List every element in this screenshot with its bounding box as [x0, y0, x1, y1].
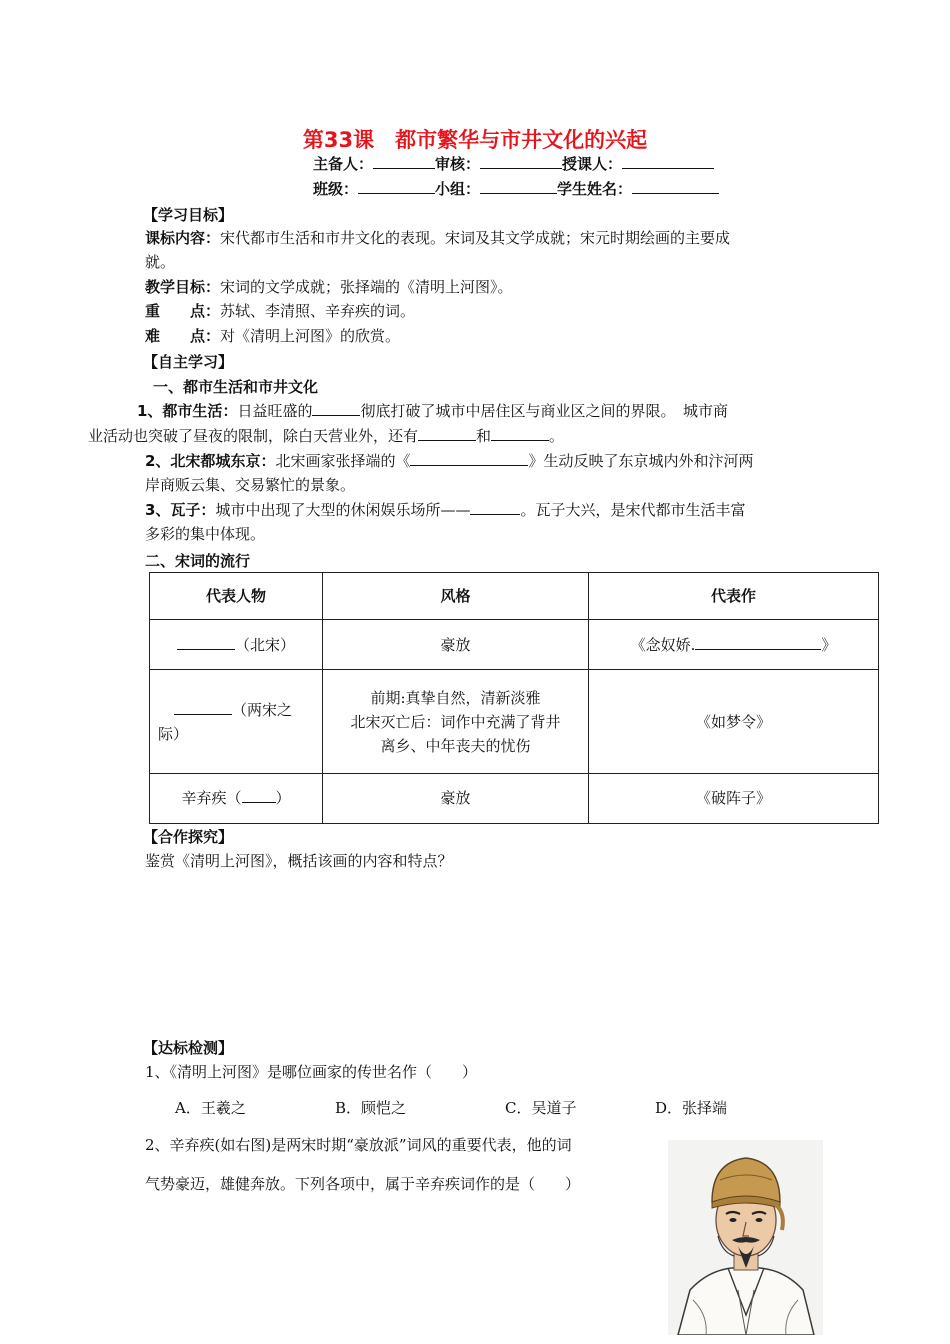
- item-3-line-2: 多彩的集中体现。: [145, 525, 266, 543]
- row1-work: [589, 620, 879, 670]
- key-point-label: 重 点：: [145, 302, 221, 320]
- row1-person-text: （北宋）: [234, 635, 295, 654]
- item-1-text-b: 彻底打破了城市中居住区与商业区之间的界限。 城市商: [360, 402, 728, 420]
- item-1-blank-1[interactable]: [312, 400, 360, 416]
- xin-qiji-portrait-image: [668, 1140, 823, 1335]
- difficult-point-label: 难 点：: [145, 327, 221, 345]
- header-line-1: [313, 153, 714, 174]
- student-label: 学生姓名：: [557, 180, 633, 198]
- difficult-point-text: 对《清明上河图》的欣赏。: [220, 327, 401, 345]
- header-representative: 代表人物: [150, 573, 323, 620]
- row3-style: 豪放: [323, 773, 589, 823]
- teaching-line: [145, 275, 513, 299]
- item-1-line-1: [137, 399, 728, 423]
- curriculum-label: 课标内容：: [145, 229, 221, 247]
- lecturer-label: 授课人：: [562, 155, 623, 173]
- row3-person-close: ）: [275, 789, 291, 808]
- lecturer-blank[interactable]: [622, 153, 714, 169]
- item-2-blank[interactable]: [410, 450, 528, 466]
- section-2-heading: 二、宋词的流行: [145, 552, 251, 570]
- key-point-line: [145, 299, 415, 323]
- item-1-blank-3[interactable]: [491, 425, 549, 441]
- test-question-1: 1、《清明上河图》是哪位画家的传世名作（ ）: [145, 1063, 478, 1081]
- table-header-row: [150, 573, 879, 620]
- difficult-point-line: [145, 324, 400, 348]
- self-study-heading: 【自主学习】: [143, 353, 234, 371]
- item-1-text-c: 业活动也突破了昼夜的限制，除白天营业外，还有: [88, 427, 419, 445]
- item-1-text-d: 和: [476, 427, 492, 445]
- item-3-label: 3、瓦子：: [145, 501, 216, 519]
- curriculum-line: [145, 226, 730, 250]
- curriculum-text-cont: 就。: [145, 253, 176, 271]
- row3-person-text: 辛弃疾（: [181, 789, 242, 808]
- curriculum-text: 宋代都市生活和市井文化的表现。宋词及其文学成就；宋元时期绘画的主要成: [220, 229, 731, 247]
- row2-style: [323, 670, 589, 773]
- class-label: 班级：: [313, 180, 359, 198]
- student-blank[interactable]: [632, 178, 719, 194]
- row1-work-close: 》: [821, 635, 837, 654]
- table-row: [150, 670, 879, 773]
- header-style: 风格: [323, 573, 589, 620]
- item-3-text-b: 。瓦子大兴，是宋代都市生活丰富: [520, 501, 746, 519]
- explore-heading: 【合作探究】: [143, 828, 234, 846]
- option-c[interactable]: C．吴道子: [505, 1099, 577, 1117]
- item-2-label: 2、北宋都城东京：: [145, 452, 276, 470]
- row2-person-blank[interactable]: [174, 699, 232, 715]
- row2-style-line-1: 前期:真挚自然，清新淡雅: [370, 688, 541, 707]
- row1-person-blank[interactable]: [177, 634, 235, 650]
- item-2-text-b: 》生动反映了东京城内外和汴河两: [528, 452, 754, 470]
- test-question-2-line-2: 气势豪迈，雄健奔放。下列各项中，属于辛弃疾词作的是（ ）: [145, 1175, 581, 1193]
- row1-work-blank[interactable]: [695, 634, 821, 650]
- row1-style: 豪放: [323, 620, 589, 670]
- table-row: [150, 620, 879, 670]
- row3-person: [150, 773, 323, 823]
- teaching-label: 教学目标：: [145, 278, 221, 296]
- song-ci-table: [149, 572, 879, 824]
- item-1-text-a: 日益旺盛的: [237, 402, 313, 420]
- class-blank[interactable]: [358, 178, 435, 194]
- row1-person: [150, 620, 323, 670]
- explore-question: 鉴赏《清明上河图》，概括该画的内容和特点？: [145, 852, 453, 870]
- review-blank[interactable]: [480, 153, 562, 169]
- item-3-line-1: [145, 498, 745, 522]
- item-2-line-2: 岸商贩云集、交易繁忙的景象。: [145, 476, 356, 494]
- option-d[interactable]: D．张择端: [655, 1099, 728, 1117]
- row2-person-text-cont: 际）: [158, 724, 189, 743]
- table-row: [150, 773, 879, 823]
- lesson-title: 第33课 都市繁华与市井文化的兴起: [302, 128, 648, 152]
- prepared-by-label: 主备人：: [313, 155, 374, 173]
- item-2-text-a: 北宋画家张择端的《: [275, 452, 411, 470]
- goals-heading: 【学习目标】: [143, 206, 234, 224]
- item-1-line-2: [88, 424, 564, 448]
- group-blank[interactable]: [480, 178, 557, 194]
- review-label: 审核：: [435, 155, 481, 173]
- item-1-label: 1、都市生活：: [137, 402, 238, 420]
- row3-person-blank[interactable]: [242, 787, 276, 803]
- row2-style-line-3: 离乡、中年丧夫的忧伤: [380, 736, 531, 755]
- row1-work-text: 《念奴娇.: [630, 635, 696, 654]
- item-1-text-e: 。: [549, 427, 565, 445]
- row3-work: 《破阵子》: [589, 773, 879, 823]
- row2-work: 《如梦令》: [589, 670, 879, 773]
- header-works: 代表作: [589, 573, 879, 620]
- option-a[interactable]: A．王羲之: [175, 1099, 246, 1117]
- row2-person: [150, 670, 323, 773]
- test-question-2-line-1: 2、辛弃疾(如右图)是两宋时期“豪放派”词风的重要代表，他的词: [145, 1136, 572, 1154]
- key-point-text: 苏轼、李清照、辛弃疾的词。: [220, 302, 416, 320]
- item-1-blank-2[interactable]: [418, 425, 476, 441]
- option-b[interactable]: B．顾恺之: [335, 1099, 407, 1117]
- test-heading: 【达标检测】: [143, 1039, 234, 1057]
- section-1-heading: 一、都市生活和市井文化: [153, 378, 319, 396]
- row2-style-line-2: 北宋灭亡后：词作中充满了背井: [350, 712, 561, 731]
- group-label: 小组：: [435, 180, 481, 198]
- item-2-line-1: [145, 449, 753, 473]
- row2-person-text: （两宋之: [232, 700, 293, 719]
- item-3-blank[interactable]: [470, 499, 520, 515]
- prepared-by-blank[interactable]: [373, 153, 435, 169]
- item-3-text-a: 城市中出现了大型的休闲娱乐场所——: [215, 501, 471, 519]
- header-line-2: [313, 178, 719, 199]
- teaching-text: 宋词的文学成就；张择端的《清明上河图》。: [220, 278, 513, 296]
